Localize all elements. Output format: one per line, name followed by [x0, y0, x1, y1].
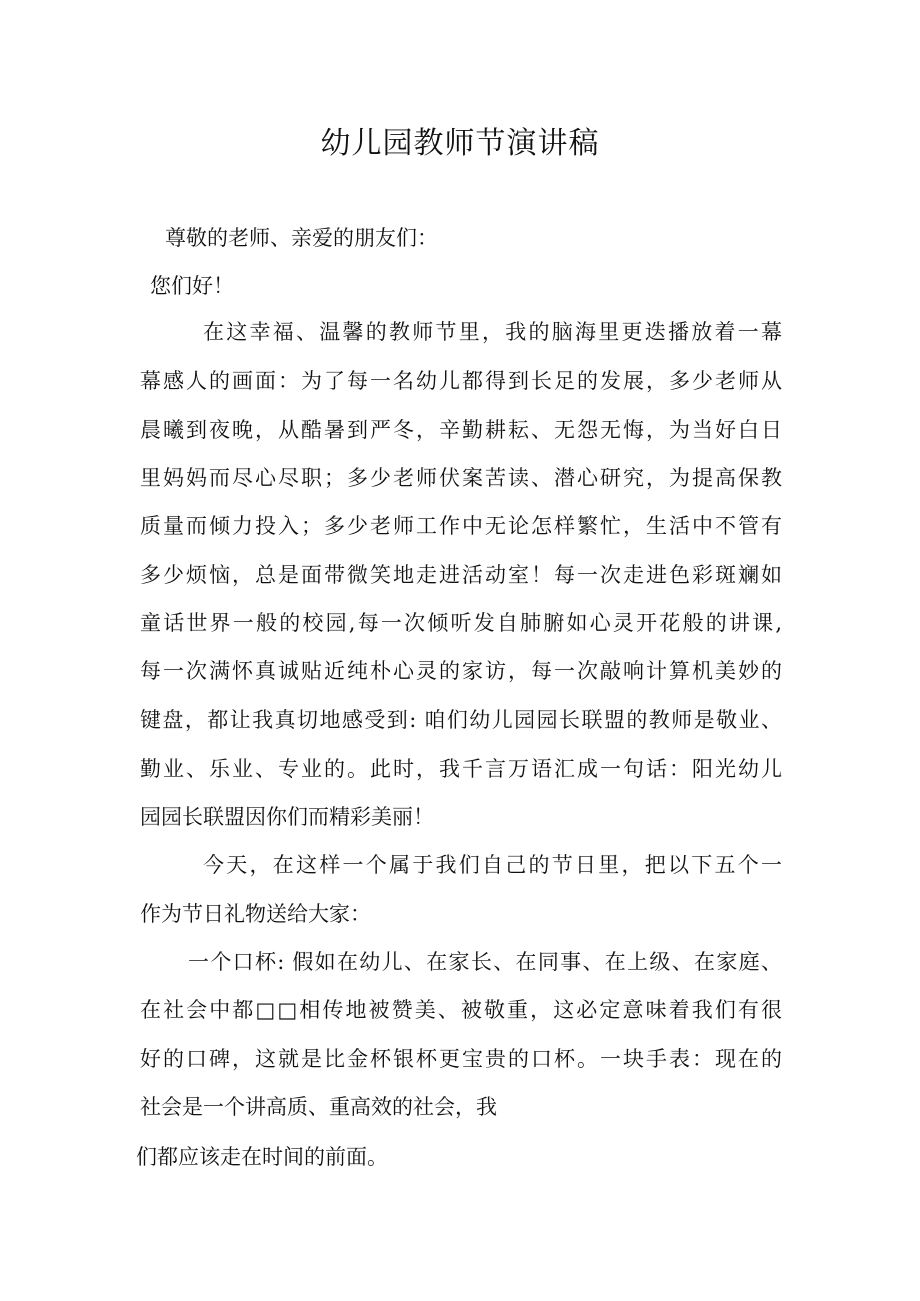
salutation: 尊敬的老师、亲爱的朋友们：	[165, 226, 438, 250]
paragraph-line: 质量而倾力投入；多少老师工作中无论怎样繁忙，生活中不管有	[140, 514, 782, 538]
paragraph-line: 园园长联盟因你们而精彩美丽！	[140, 805, 434, 829]
paragraph-line: 里妈妈而尽心尽职；多少老师伏案苦读、潜心研究，为提高保教	[140, 466, 782, 490]
paragraph-line: 每一次满怀真诚贴近纯朴心灵的家访，每一次敲响计算机美妙的	[140, 659, 782, 683]
paragraph-line: 童话世界一般的校园,每一次倾听发自肺腑如心灵开花般的讲课,	[140, 611, 782, 635]
paragraph-line: 作为节日礼物送给大家：	[140, 902, 371, 926]
paragraph-line: 一个口杯: 假如在幼儿、在家长、在同事、在上级、在家庭、	[188, 950, 782, 974]
paragraph-line: 晨曦到夜晚，从酷暑到严冬，辛勤耕耘、无怨无悔，为当好白日	[140, 418, 782, 442]
paragraph-line: 在这幸福、温馨的教师节里，我的脑海里更迭播放着一幕	[203, 320, 782, 344]
paragraph-line: 键盘，都让我真切地感受到: 咱们幼儿园园长联盟的教师是敬业、	[140, 708, 782, 732]
paragraph-line: 好的口碑，这就是比金杯银杯更宝贵的口杯。一块手表：现在的	[140, 1047, 782, 1071]
document-title: 幼儿园教师节演讲稿	[320, 126, 600, 161]
paragraph-line: 在社会中都□□相传地被赞美、被敬重，这必定意味着我们有很	[140, 998, 782, 1022]
paragraph-line: 勤业、乐业、专业的。此时，我千言万语汇成一句话：阳光幼儿	[140, 757, 782, 781]
paragraph-line: 多少烦恼，总是面带微笑地走进活动室！每一次走进色彩斑斓如	[140, 563, 782, 587]
paragraph-line: 们都应该走在时间的前面。	[136, 1145, 388, 1169]
paragraph-line: 今天，在这样一个属于我们自己的节日里，把以下五个一	[203, 853, 782, 877]
greeting: 您们好！	[150, 274, 234, 298]
paragraph-line: 幕感人的画面：为了每一名幼儿都得到长足的发展，多少老师从	[140, 369, 782, 393]
paragraph-line: 社会是一个讲高质、重高效的社会，我	[140, 1095, 497, 1119]
